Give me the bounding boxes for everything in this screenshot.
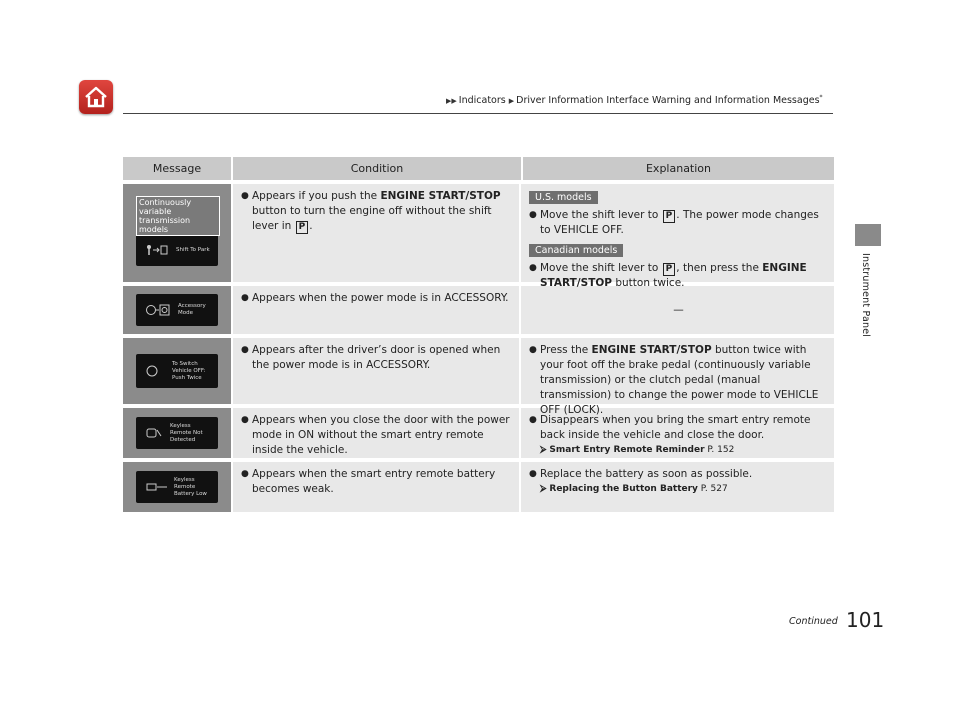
display-screen (136, 354, 218, 388)
condition-text: Appears when the smart entry remote battery becomes weak. (252, 468, 496, 495)
explanation-text: Move the shift lever to (540, 262, 662, 274)
us-models-tag: U.S. models (529, 191, 598, 204)
table-row (123, 408, 834, 458)
screen-text: Keyless Remote Battery Low (174, 476, 207, 497)
park-symbol: P (663, 263, 676, 276)
explanation-text: Press the (540, 344, 592, 356)
continued-label: Continued (789, 616, 838, 627)
home-button[interactable] (79, 80, 113, 114)
message-image (123, 286, 233, 334)
message-table (123, 157, 834, 512)
table-row (123, 286, 834, 334)
explanation-cell: ● Disappears when you bring the smart entry remote back inside the vehicle and close the door. ⮚ Smart Entry Remote Reminder P. 152 (521, 408, 834, 458)
header-explanation: Explanation (645, 162, 712, 175)
condition-text: Appears after the driver’s door is opened when the power mode is in ACCESSORY. (252, 344, 501, 371)
header-condition: Condition (233, 157, 523, 180)
explanation-text-3: button twice. (612, 277, 685, 289)
park-symbol: P (663, 210, 676, 223)
reference-link[interactable] (540, 443, 828, 458)
table-row (123, 338, 834, 416)
explanation-text: — (673, 304, 684, 316)
explanation-text: Move the shift lever to (540, 209, 662, 221)
reference-page: P. 527 (700, 484, 728, 494)
condition-cell: ● Appears after the driver’s door is opened when the power mode is in ACCESSORY. (233, 338, 521, 404)
shift-lever-icon (146, 244, 168, 256)
section-tab-marker (855, 224, 881, 246)
screen-text: To Switch Vehicle OFF: Push Twice (172, 360, 206, 381)
table-row (123, 462, 834, 512)
reference-page: P. 152 (707, 445, 735, 455)
reference-arrow-icon: ⮚ (540, 445, 547, 455)
side-section-label: Instrument Panel (860, 253, 871, 338)
screen-text: Accessory Mode (178, 303, 206, 316)
table-row (123, 184, 834, 289)
display-screen (136, 294, 218, 326)
explanation-cell (521, 286, 834, 334)
condition-end: . (309, 220, 313, 232)
explanation-text-2: . The power mode changes to VEHICLE OFF. (540, 209, 819, 236)
reference-title: Replacing the Button Battery (549, 484, 698, 494)
condition-text-2: button to turn the engine off without the shift lever in (252, 205, 492, 232)
remote-battery-icon (146, 482, 168, 492)
power-button-icon (146, 365, 158, 377)
engine-start-stop-label: ENGINE START/STOP (591, 344, 712, 356)
display-screen (136, 234, 218, 266)
page-number: 101 (846, 608, 885, 632)
explanation-text: Replace the battery as soon as possible. (540, 468, 753, 480)
canadian-models-tag: Canadian models (529, 244, 623, 257)
explanation-text: Disappears when you bring the smart entry remote back inside the vehicle and close the door. (540, 414, 811, 441)
reference-title: Smart Entry Remote Reminder (549, 445, 705, 455)
message-image (123, 462, 233, 512)
breadcrumb-section: Driver Information Interface Warning and Information Messages (516, 95, 820, 107)
condition-cell: ● Appears when the smart entry remote battery becomes weak. (233, 462, 521, 512)
condition-cell: ● Appears when you close the door with the power mode in ON without the smart entry remote inside the vehicle. (233, 408, 521, 458)
accessory-power-icon (146, 304, 170, 316)
display-screen (136, 417, 218, 449)
reference-arrow-icon: ⮚ (540, 484, 547, 494)
breadcrumb: ▶▶ Indicators ▶ Driver Information Interface Warning and Information Messages* (446, 94, 823, 107)
condition-cell: ● Appears if you push the ENGINE START/STOP button to turn the engine off without the shift lever in P . (233, 184, 521, 282)
message-image (123, 184, 233, 282)
condition-text: Appears when the power mode is in ACCESSORY. (252, 292, 509, 304)
condition-cell: ● Appears when the power mode is in ACCESSORY. (233, 286, 521, 334)
message-image (123, 338, 233, 404)
engine-start-stop-label: ENGINE START/STOP (380, 190, 501, 202)
home-icon (84, 86, 108, 108)
reference-link[interactable] (540, 482, 828, 497)
asterisk: * (819, 94, 823, 101)
header-message: Message (123, 157, 233, 180)
explanation-text-2: , then press the (676, 262, 763, 274)
header-rule (123, 113, 833, 114)
explanation-cell: ● Press the ENGINE START/STOP button twice with your foot off the brake pedal (continuously variable transmission) or the clutch pedal (manual transmission) to change the power mode to VEHICLE OFF (LOCK). (529, 344, 819, 416)
screen-text: Shift To Park (176, 246, 210, 253)
explanation-text-2: button twice with your foot off the brake pedal (continuously variable transmission) or the clutch pedal (manual transmission) to change the power mode to VEHICLE OFF (LOCK). (540, 344, 819, 416)
condition-text: Appears when you close the door with the power mode in ON without the smart entry remote inside the vehicle. (252, 414, 510, 456)
explanation-cell: U.S. models ● Move the shift lever to P . The power mode changes to VEHICLE OFF. Canadian models ● Move the shift lever to P , then press the ENGINE START/STOP button twice. (529, 192, 819, 289)
table-header (123, 157, 834, 180)
condition-text: Appears if you push the (252, 190, 381, 202)
display-screen (136, 471, 218, 503)
breadcrumb-indicators[interactable]: Indicators (458, 95, 506, 107)
engine-start-stop-label: ENGINE START/STOP (540, 262, 807, 289)
cvt-label: Continuously variable transmission models (136, 196, 220, 236)
message-image (123, 408, 233, 458)
screen-text: Keyless Remote Not Detected (170, 422, 203, 443)
key-fob-icon (146, 427, 162, 439)
explanation-cell: ● Replace the battery as soon as possible. ⮚ Replacing the Button Battery P. 527 (521, 462, 834, 512)
park-symbol: P (296, 221, 309, 234)
